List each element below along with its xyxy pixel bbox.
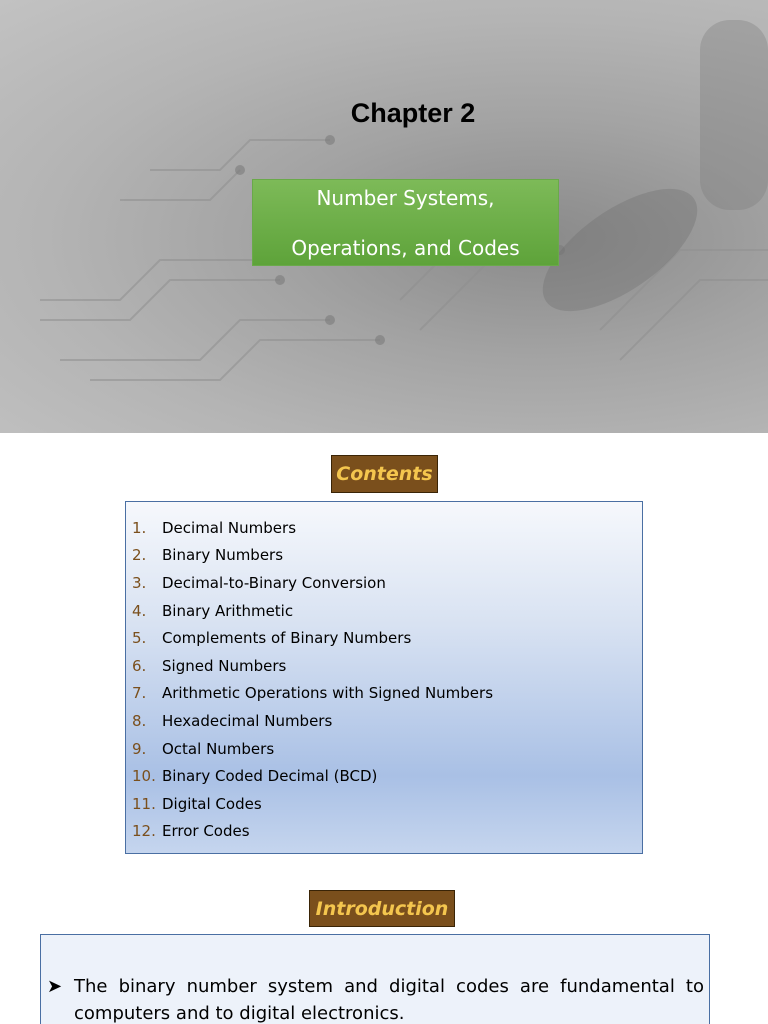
contents-item-number: 2.: [132, 546, 147, 565]
contents-item: [132, 735, 632, 763]
contents-item: [132, 790, 632, 818]
chapter-title: Chapter 2: [350, 98, 476, 128]
contents-item: [132, 514, 632, 542]
contents-item: [132, 707, 632, 735]
introduction-text: The binary number system and digital codes are fundamental to computers and to digital electronics.: [74, 976, 704, 1024]
contents-heading: Contents: [331, 455, 438, 493]
contents-item-number: 10.: [132, 767, 156, 786]
contents-item-label: Decimal-to-Binary Conversion: [162, 573, 386, 592]
contents-item: [132, 624, 632, 652]
contents-item: [132, 652, 632, 680]
contents-item-number: 8.: [132, 711, 147, 730]
subtitle-line-2: Operations, and Codes: [291, 236, 520, 260]
contents-item-number: 9.: [132, 739, 147, 758]
contents-item-label: Binary Numbers: [162, 546, 284, 565]
contents-item-label: Arithmetic Operations with Signed Numbers: [162, 684, 494, 703]
subtitle-line-1: Number Systems,: [316, 186, 495, 210]
contents-list: [132, 514, 632, 845]
contents-item-number: 11.: [132, 794, 156, 813]
contents-item-number: 12.: [132, 822, 156, 841]
contents-item-label: Signed Numbers: [162, 656, 287, 675]
contents-item-label: Error Codes: [162, 822, 250, 841]
contents-item-label: Digital Codes: [162, 794, 262, 813]
contents-item: [132, 597, 632, 625]
contents-item: [132, 680, 632, 708]
contents-item: [132, 569, 632, 597]
contents-item: [132, 542, 632, 570]
contents-item-label: Hexadecimal Numbers: [162, 711, 333, 730]
contents-item-number: 5.: [132, 629, 147, 648]
contents-item-number: 6.: [132, 656, 147, 675]
arrowhead-bullet-icon: ➤: [47, 976, 63, 997]
contents-item-label: Binary Coded Decimal (BCD): [162, 767, 378, 786]
contents-item-number: 3.: [132, 573, 147, 592]
chapter-subtitle-box: [252, 179, 559, 266]
contents-item: [132, 762, 632, 790]
contents-item: [132, 818, 632, 846]
contents-item-label: Decimal Numbers: [162, 518, 297, 537]
contents-item-label: Complements of Binary Numbers: [162, 629, 412, 648]
title-slide: [0, 0, 768, 433]
introduction-heading: Introduction: [309, 890, 455, 927]
introduction-box: [40, 934, 710, 1024]
contents-item-number: 7.: [132, 684, 147, 703]
contents-item-label: Binary Arithmetic: [162, 601, 294, 620]
contents-item-number: 1.: [132, 518, 147, 537]
contents-box: [125, 501, 643, 854]
contents-item-label: Octal Numbers: [162, 739, 275, 758]
contents-item-number: 4.: [132, 601, 147, 620]
